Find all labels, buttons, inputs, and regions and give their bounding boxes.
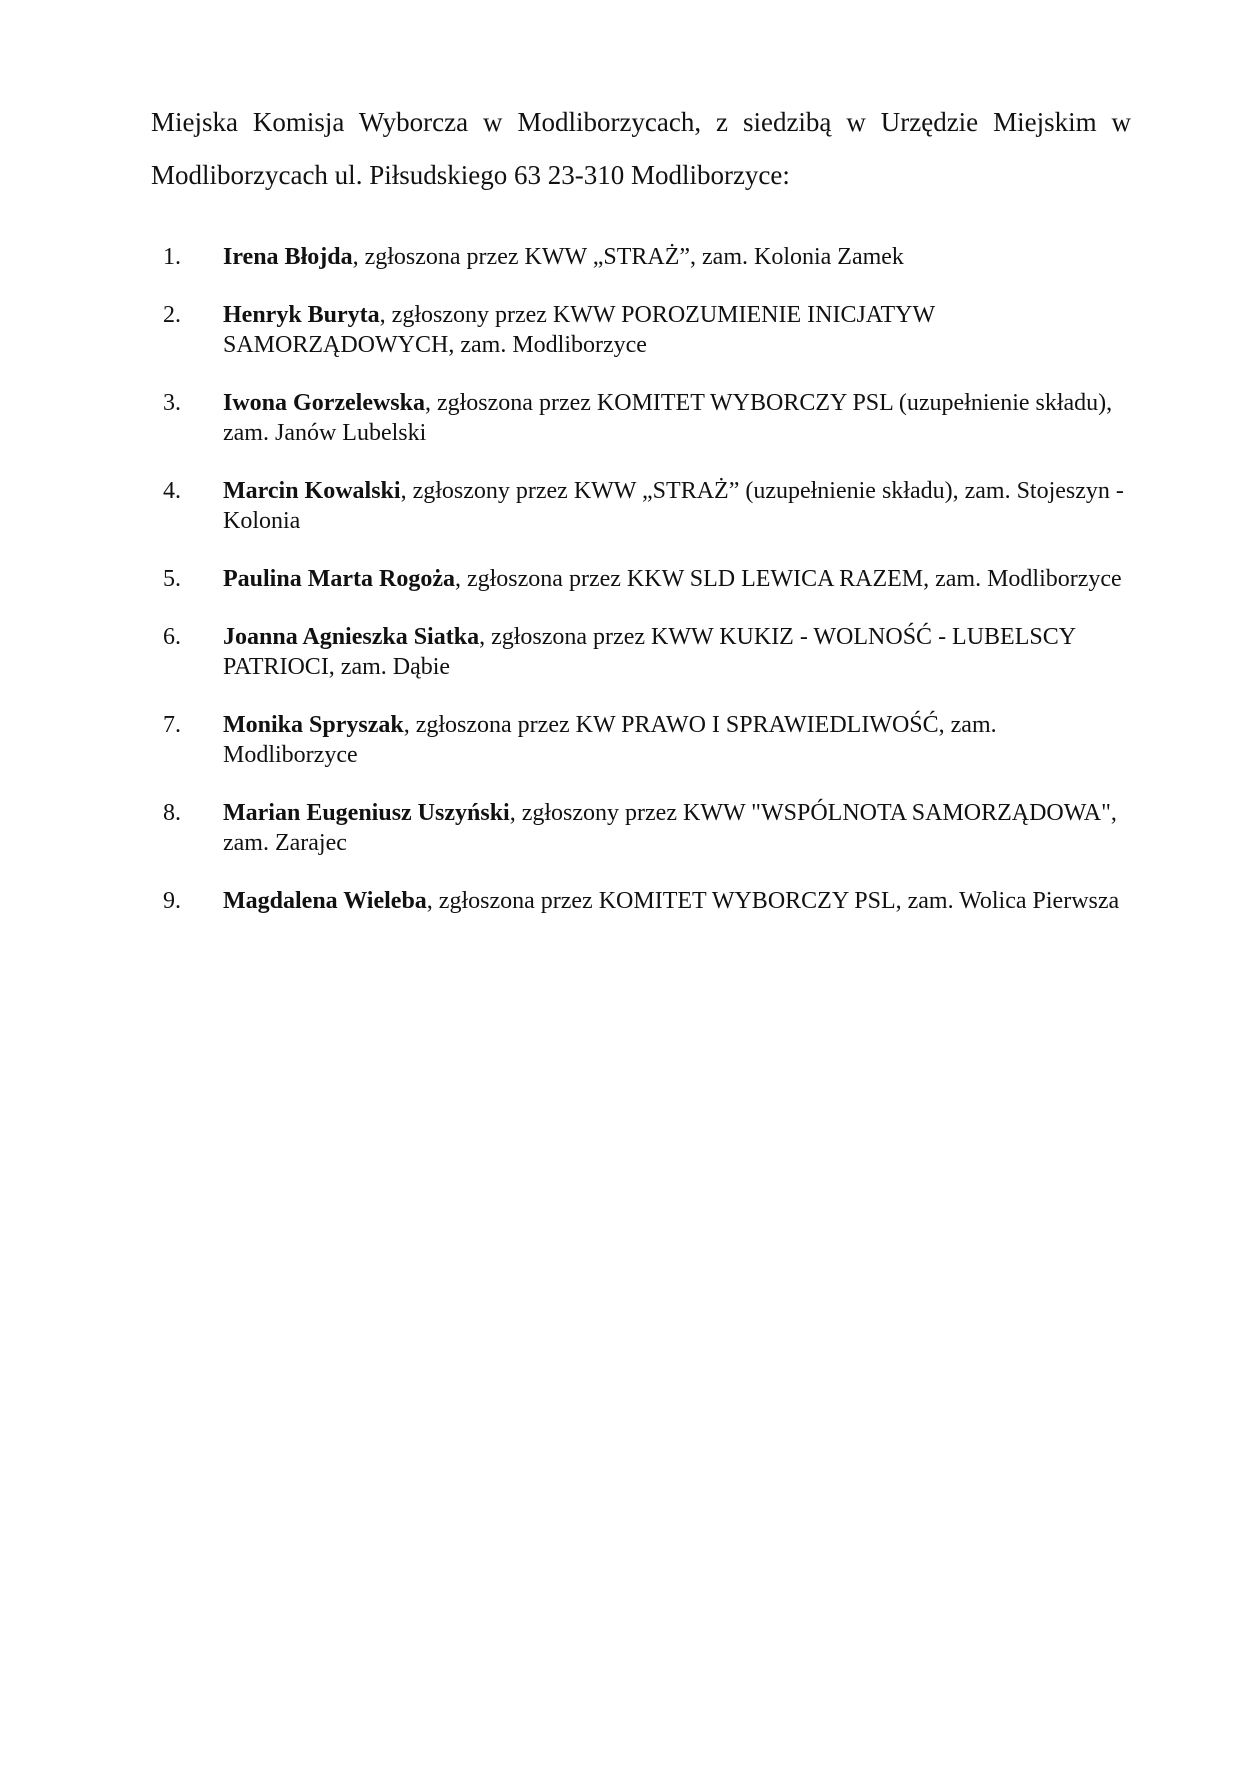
list-item — [151, 564, 1131, 594]
member-name: Iwona Gorzelewska — [223, 390, 425, 416]
item-number: 3. — [163, 390, 181, 416]
member-details: , zgłoszona przez KKW SLD LEWICA RAZEM, zam. Modliborzyce — [454, 566, 1122, 592]
member-name: Henryk Buryta — [223, 302, 380, 328]
member-details: , zgłoszony przez KWW POROZUMIENIE INICJATYW SAMORZĄDOWYCH, zam. Modliborzyce — [223, 302, 935, 358]
member-details: , zgłoszony przez KWW „STRAŻ” (uzupełnienie składu), zam. Stojeszyn - Kolonia — [223, 478, 1124, 534]
member-details: , zgłoszona przez KWW „STRAŻ”, zam. Kolonia Zamek — [352, 244, 904, 270]
member-name: Magdalena Wieleba — [223, 888, 427, 914]
item-number: 1. — [163, 244, 181, 270]
list-item — [151, 886, 1131, 916]
member-name: Joanna Agnieszka Siatka — [223, 624, 480, 650]
member-name: Marcin Kowalski — [223, 478, 401, 504]
member-name: Irena Błojda — [223, 244, 353, 270]
member-name: Monika Spryszak — [223, 712, 404, 738]
member-details: , zgłoszona przez KOMITET WYBORCZY PSL (uzupełnienie składu), zam. Janów Lubelski — [223, 390, 1113, 446]
commission-intro: Miejska Komisja Wyborcza w Modliborzycach, z siedzibą w Urzędzie Miejskim w Modliborzycach ul. Piłsudskiego 63 23-310 Modliborzyce: — [151, 107, 1131, 190]
member-name: Marian Eugeniusz Uszyński — [223, 800, 510, 826]
member-details: , zgłoszony przez KWW "WSPÓLNOTA SAMORZĄDOWA", zam. Zarajec — [223, 800, 1117, 856]
list-item — [151, 710, 1131, 770]
list-item — [151, 300, 1131, 360]
list-item — [151, 242, 1131, 272]
item-number: 2. — [163, 302, 181, 328]
member-name: Paulina Marta Rogoża — [223, 566, 455, 592]
member-details: , zgłoszona przez KWW KUKIZ - WOLNOŚĆ - LUBELSCY PATRIOCI, zam. Dąbie — [223, 624, 1076, 680]
item-number: 5. — [163, 566, 181, 592]
list-item — [151, 388, 1131, 448]
item-number: 7. — [163, 712, 181, 738]
list-item — [151, 622, 1131, 682]
member-details: , zgłoszona przez KW PRAWO I SPRAWIEDLIWOŚĆ, zam. Modliborzyce — [223, 712, 997, 768]
list-item — [151, 476, 1131, 536]
item-number: 8. — [163, 800, 181, 826]
list-item — [151, 798, 1131, 858]
member-list — [151, 242, 1131, 944]
member-details: , zgłoszona przez KOMITET WYBORCZY PSL, zam. Wolica Pierwsza — [426, 888, 1120, 914]
item-number: 9. — [163, 888, 181, 914]
item-number: 4. — [163, 478, 181, 504]
item-number: 6. — [163, 624, 181, 650]
